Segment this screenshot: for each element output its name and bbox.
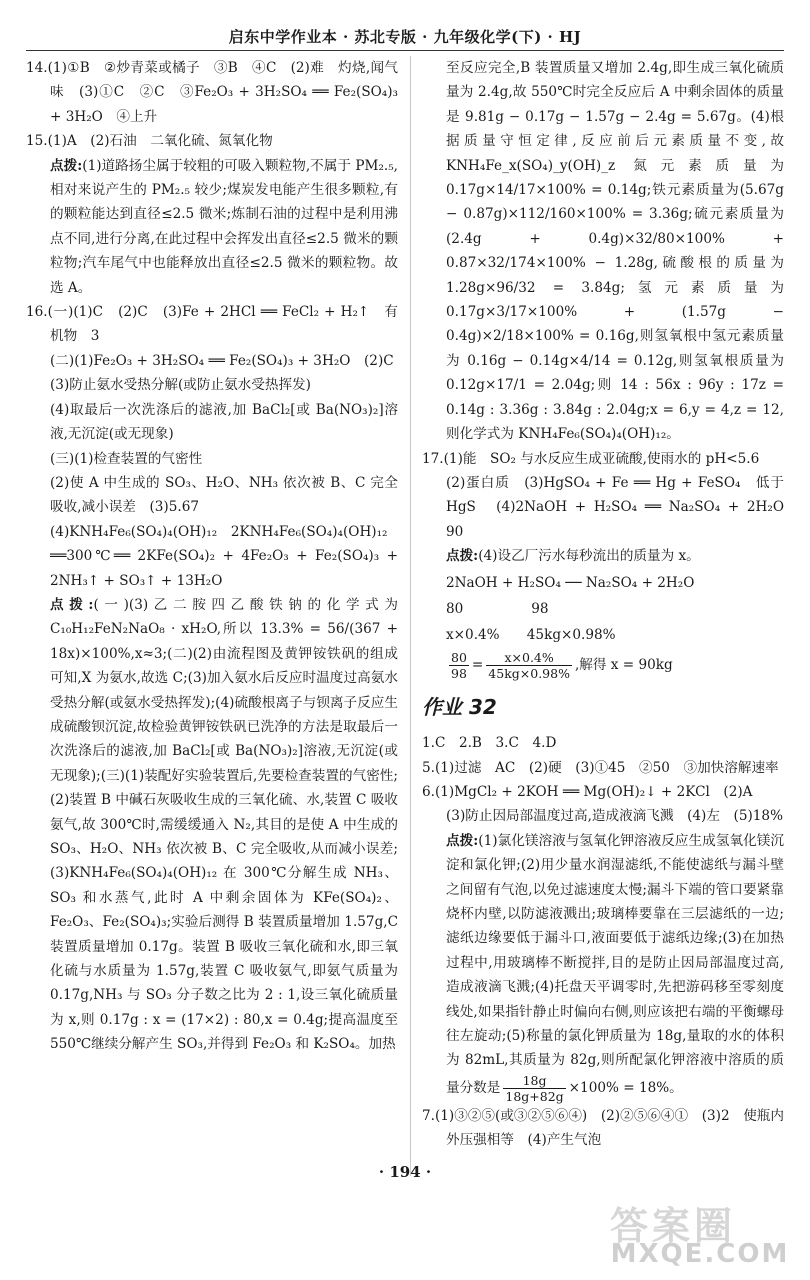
watermark-site: MXQE.COM: [610, 1239, 790, 1269]
tip-text: (一)(3)乙二胺四乙酸铁钠的化学式为 C₁₀H₁₂FeN₂NaO₈ · xH₂O,所以 13.3% = 56/(367 + 18x)×100%,x≈3;(二)(2)由流程图及黄钾铵铁矾的组成可知,X 为氨水,故选 C;(3)加入氨水后反应时温度过高氨水受热分解(或氨水受热挥发);(4)硫酸根离子与钡离子反应生成硫酸钡沉淀,故检验黄钾铵铁矾已洗净的方法是取最后一次洗涤后的滤液,加 BaCl₂[或 Ba(NO₃)₂]溶液,无沉淀(或无现象);(三)(1)装配好实验装置后,先要检查装置的气密性;(2)装置 B 中碱石灰吸收生成的三氧化硫、水,装置 C 吸收氨气,故 300℃时,需缓缓通入 N₂,其目的是使 A 中生成的 SO₃、H₂O、NH₃ 依次被 B、C 完全吸收,从而减小误差;(3)KNH₄Fe₆(SO₄)₄(OH)₁₂ 在 300℃分解生成 NH₃、SO₃ 和水蒸气,此时 A 中剩余固体为 KFe(SO₄)₂、Fe₂O₃、Fe₂(SO₄)₃;实验后测得 B 装置质量增加 1.57g,C 装置质量增加 0.17g。装置 B 吸收三氧化硫和水,即三氧化硫与水质量为 1.57g,装置 C 吸收氨气,即氨气质量为 0.17g,NH₃ 与 SO₃ 分子数之比为 2 : 1,设三氧化硫质量为 x,则 0.17g : x = (17×2) : 80,x = 0.4g;提高温度至 550℃继续分解产生 SO₃,并得到 Fe₂O₃ 和 K₂SO₄。加热: [50, 596, 398, 1053]
tip-text: (1)道路扬尘属于较粗的可吸入颗粒物,不属于 PM₂.₅,相对来说产生的 PM₂.₅ 较少;煤炭发电能产生很多颗粒,有的颗粒能达到直径≤2.5 微米;炼制石油的过程中是利用沸点不同,进行分离,在此过程中会挥发出直径≤2.5 微米的颗粒物;汽车尾气中也能释放出直径≤2.5 微米的颗粒物。故选 A。: [50, 157, 398, 296]
answer-6-part2: (3)防止因局部温度过高,造成液滴飞溅 (4)左 (5)18%: [446, 808, 783, 825]
tip-label: 点拨:: [50, 157, 83, 174]
answer-16-part5: (三)(1)检查装置的气密性: [50, 450, 203, 467]
calc-quantities: x×0.4% 45kg×0.98%: [446, 627, 616, 644]
section-title: 作业 32: [422, 694, 497, 719]
tip-16-continued: 至反应完全,B 装置质量又增加 2.4g,即生成三氧化硫质量为 2.4g,故 550℃时完全反应后 A 中剩余固体的质量是 9.81g − 0.17g − 1.57g − 2.4g = 5.67g。(4)根据质量守恒定律,反应前后元素质量不变,故 KNH₄Fe_x(SO₄)_y(OH)_z 氮元素质量为 0.17g×14/17×100% = 0.14g;铁元素质量为(5.67g − 0.87g)×112/160×100% = 3.36g;硫元素质量为(2.4g + 0.4g)×32/80×100% + 0.87×32/174×100% − 1.28g,硫酸根的质量为 1.28g×96/32 = 3.84g;氢元素质量为 0.17g×3/17×100% + (1.57g − 0.4g)×2/18×100% = 0.16g,则氢氧根中氢元素质量为 0.16g − 0.14g×4/14 = 0.12g,则氢氧根质量为 0.12g×17/1 = 2.04g;则 14 : 56x : 96y : 17z = 0.14g : 3.36g : 3.84g : 2.04g;x = 6,y = 4,z = 12,则化学式为 KNH₄Fe₆(SO₄)₄(OH)₁₂。: [446, 60, 784, 443]
answer-16-part2: (二)(1)Fe₂O₃ + 3H₂SO₄ ══ Fe₂(SO₄)₃ + 3H₂O (2)C: [50, 352, 394, 369]
tip-label: 点拨:: [446, 832, 479, 849]
fraction: $\frac{80}{98}$: [451, 649, 467, 681]
left-column: [26, 56, 398, 1057]
watermark-logo: 答案圈: [610, 1204, 737, 1248]
answer-16-part7: (4)KNH₄Fe₆(SO₄)₄(OH)₁₂ 2KNH₄Fe₆(SO₄)₄(OH)₁₂: [50, 523, 388, 540]
tip-label: 点拨:: [446, 548, 479, 565]
calc-equation: 2NaOH + H₂SO₄ ── Na₂SO₄ + 2H₂O: [446, 574, 695, 591]
answer-16-part6: (2)使 A 中生成的 SO₃、H₂O、NH₃ 依次被 B、C 完全吸收,减小误差 (3)5.67: [50, 474, 398, 516]
watermark: [600, 1195, 800, 1275]
answer-16-part3: (3)防止氨水受热分解(或防止氨水受热挥发): [50, 377, 311, 394]
answer-14: 14.(1)①B ②炒青菜或橘子 ③B ④C (2)难 灼烧,闻气味 (3)①C ②C ③Fe₂O₃ + 3H₂SO₄ ══ Fe₂(SO₄)₃ + 3H₂O ④上升: [26, 60, 398, 125]
tip-text: (4)设乙厂污水每秒流出的质量为 x。: [478, 548, 700, 565]
answers-1-4: 1.C 2.B 3.C 4.D: [422, 735, 557, 752]
tip-16: [26, 593, 398, 1057]
column-divider: [410, 56, 411, 1176]
fraction: $\frac{x\times 0.4\%}{45kg\times 0.98\%}$: [488, 649, 570, 681]
tip-text: (1)氯化镁溶液与氢氧化钾溶液反应生成氢氧化镁沉淀和氯化钾;(2)用少量水润湿滤纸,不能使滤纸与漏斗壁之间留有气泡,以免过滤速度太慢;漏斗下端的管口要紧靠烧杯内壁,以防滤液溅出;玻璃棒要靠在三层滤纸的一边;滤纸边缘要低于漏斗口,液面要低于滤纸边缘;(3)在加热过程中,用玻璃棒不断搅拌,目的是防止因局部温度过高,造成液滴飞溅;(4)托盘天平调零时,先把游码移至零刻度线处,如果指针静止时偏向右侧,则应该把右端的平衡螺母往左旋动;(5)称量的氯化钾质量为 18g,量取的水的体积为 82mL,其质量为 82g,则所配氯化钾溶液中溶质的质量分数是: [446, 832, 784, 1096]
answer-5: 5.(1)过滤 AC (2)硬 (3)①45 ②50 ③加快溶解速率: [422, 759, 779, 776]
tip-15: [26, 154, 398, 300]
right-column: [422, 56, 798, 1153]
answer-16-part4: (4)取最后一次洗涤后的滤液,加 BaCl₂[或 Ba(NO₃)₂]溶液,无沉淀(或无现象): [50, 401, 398, 443]
fraction: $\frac{18g}{18g+82g}$: [505, 1072, 564, 1104]
tip-label: 点拨:: [50, 596, 94, 613]
answer-16-part1: 16.(一)(1)C (2)C (3)Fe + 2HCl ══ FeCl₂ + H₂↑ 有机物 3: [26, 304, 398, 345]
running-header: 启东中学作业本 · 苏北专版 · 九年级化学(下) · HJ: [228, 28, 582, 46]
answer-16-equation: ══300℃══ 2KFe(SO₄)₂ + 4Fe₂O₃ + Fe₂(SO₄)₃ + 2NH₃↑ + SO₃↑ + 13H₂O: [50, 548, 398, 589]
answer-6-part1: 6.(1)MgCl₂ + 2KOH ══ Mg(OH)₂↓ + 2KCl (2)A: [422, 783, 753, 800]
answer-17-part2: (2)蛋白质 (3)HgSO₄ + Fe ══ Hg + FeSO₄ 低于 HgS (4)2NaOH + H₂SO₄ ══ Na₂SO₄ + 2H₂O 90: [446, 474, 798, 540]
answer-15: 15.(1)A (2)石油 二氧化硫、氮氧化物: [26, 133, 273, 150]
answer-17-part1: 17.(1)能 SO₂ 与水反应生成亚硫酸,使雨水的 pH<5.6: [422, 450, 760, 467]
tip-17: [422, 544, 784, 568]
calc-proportion: $\frac{80}{98}$ = $\frac{x\times 0.4\%}{45kg\times 0.98\%}$ ,解得 x = 90kg: [451, 649, 673, 681]
page-number: · 194 ·: [378, 1163, 432, 1181]
calc-molar-masses: 80 98: [446, 600, 549, 617]
tip-6: 点拨:(1)氯化镁溶液与氢氧化钾溶液反应生成氢氧化镁沉淀和氯化钾;(2)用少量水润湿滤纸,不能使滤纸与漏斗壁之间留有气泡,以免过滤速度太慢;漏斗下端的管口要紧靠烧杯内壁,以防滤液溅出;玻璃棒要靠在三层滤纸的一边;滤纸边缘要低于漏斗口,液面要低于滤纸边缘;(3)在加热过程中,用玻璃棒不断搅拌,目的是防止因局部温度过高,造成液滴飞溅;(4)托盘天平调零时,先把游码移至零刻度线处,如果指针静止时偏向右侧,则应该把右端的平衡螺母往左旋动;(5)称量的氯化钾质量为 18g,量取的水的体积为 82mL,其质量为 82g,则所配氯化钾溶液中溶质的质量分数是 $\frac{18g}{18g+82g}$ ×100% = 18%。: [446, 832, 784, 1104]
answer-7: 7.(1)③②⑤(或③②⑤⑥④) (2)②⑤⑥④① (3)2 使瓶内外压强相等 (4)产生气泡: [422, 1107, 784, 1149]
header-rule: [26, 50, 784, 51]
